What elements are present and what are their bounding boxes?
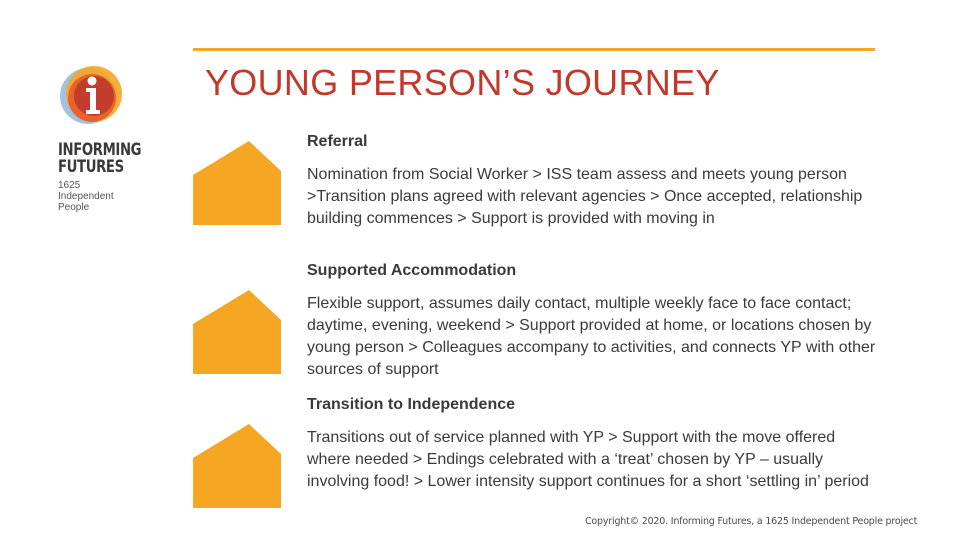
house-icon — [193, 290, 281, 374]
section-body: Nomination from Social Worker > ISS team assess and meets young person >Transition plans agreed with relevant agencies > Once accepted, relationship building commences > Support is provided with moving in — [307, 166, 863, 227]
section-referral — [307, 132, 877, 230]
logo-word-informing: INFORMING — [58, 140, 142, 160]
page-title: YOUNG PERSON’S JOURNEY — [205, 62, 720, 103]
logo-sub-number: 1625 — [58, 180, 81, 191]
logo-sub-independent: Independent — [58, 191, 114, 202]
house-icon — [193, 424, 281, 508]
section-body: Transitions out of service planned with YP > Support with the move offered where needed > Endings celebrated with a ‘treat’ chosen by YP – usually involving food! > Lower intensity support continues for a short ‘settling in’ period — [307, 429, 869, 490]
copyright-footer: Copyright© 2020. Informing Futures, a 1625 Independent People project — [585, 516, 918, 527]
title-rule — [193, 48, 875, 51]
section-heading: Transition to Independence — [307, 396, 516, 413]
section-supported-accommodation — [307, 261, 877, 381]
logo-sub-people: People — [58, 202, 90, 213]
section-body: Flexible support, assumes daily contact, multiple weekly face to face contact; daytime, evening, weekend > Support provided at home, or locations chosen by young person > Colleagues accompany to activities, and connects YP with other sources of support — [307, 295, 876, 378]
logo-word-futures: FUTURES — [58, 157, 124, 177]
logo-subtitle — [58, 180, 165, 213]
info-icon — [52, 58, 132, 138]
section-heading: Referral — [307, 133, 368, 150]
section-transition-to-independence — [307, 395, 877, 493]
house-icon — [193, 141, 281, 225]
section-heading: Supported Accommodation — [307, 262, 517, 279]
logo-text — [58, 142, 165, 213]
